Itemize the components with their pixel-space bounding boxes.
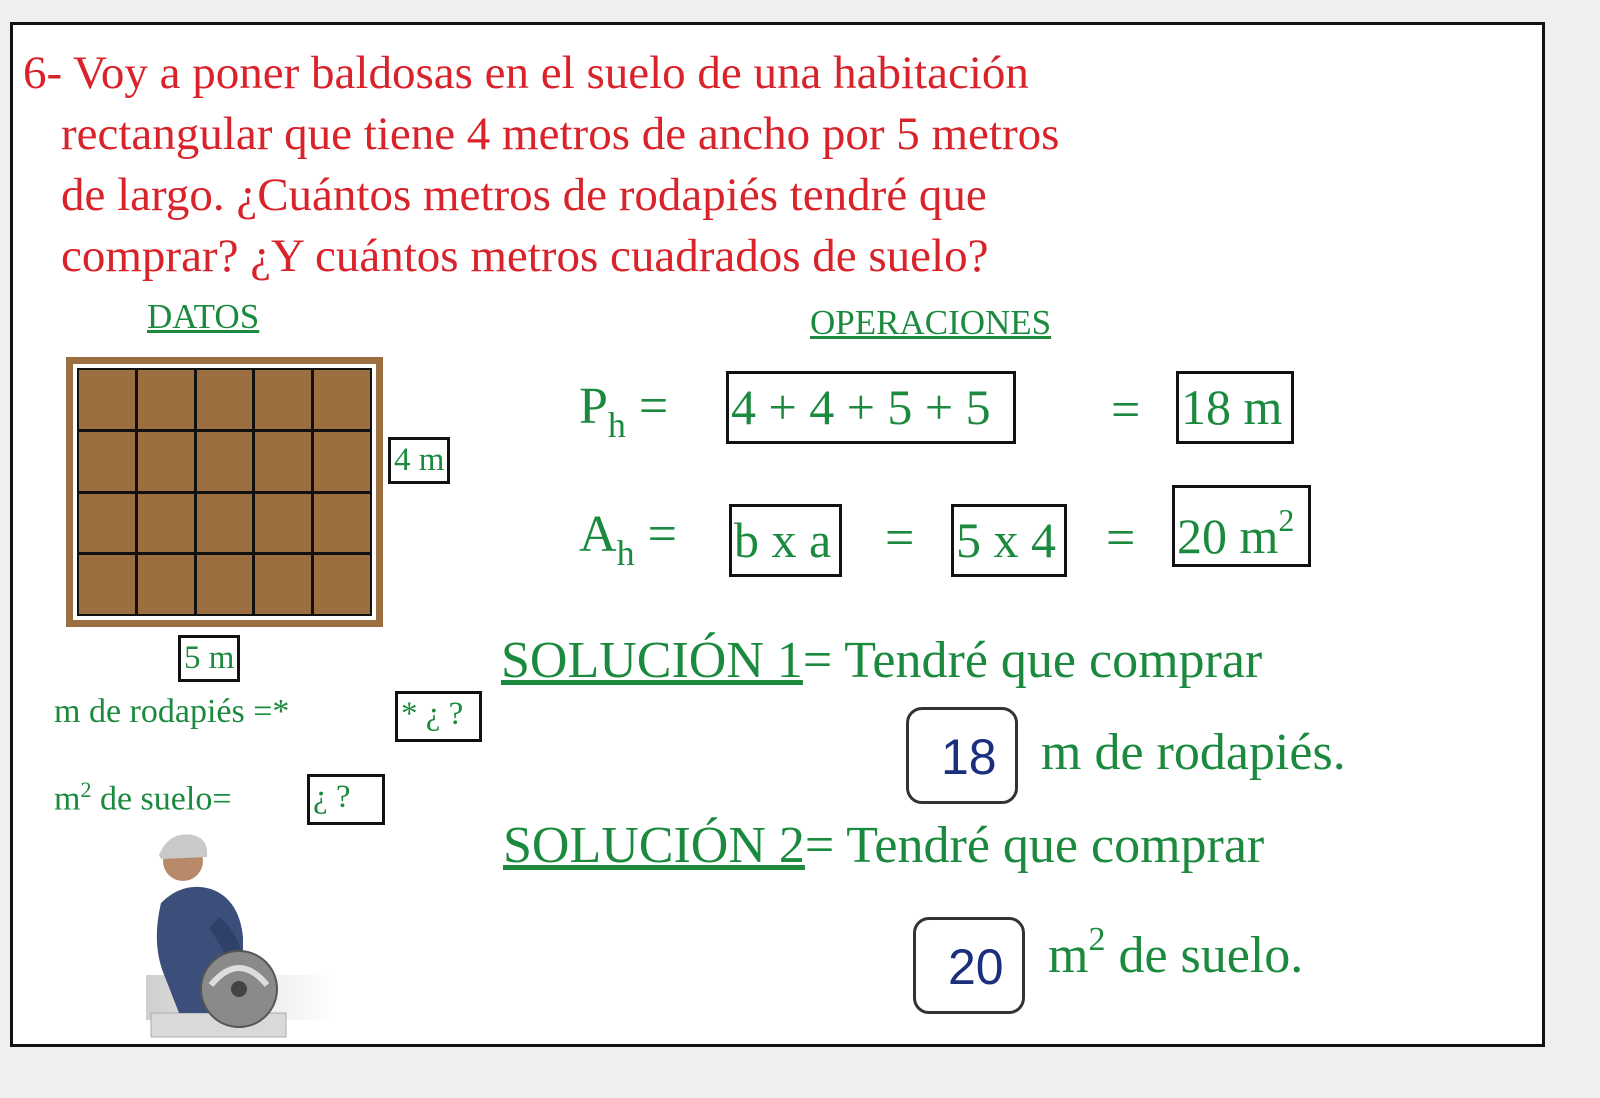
saw-hub [231, 981, 247, 997]
problem-statement [23, 43, 1059, 287]
solution-1-title: SOLUCIÓN 1 [501, 632, 803, 689]
floor-tile [197, 432, 253, 491]
room-border [73, 364, 376, 620]
floor-tile [79, 494, 135, 553]
floor-tile [79, 555, 135, 614]
area-formula-box: b x a [729, 504, 842, 577]
suelo-label [54, 777, 232, 818]
floor-tile [138, 432, 194, 491]
area-equals: = [647, 506, 677, 563]
problem-line-2: rectangular que tiene 4 metros de ancho por 5 metros [61, 108, 1060, 160]
floor-tile [314, 555, 370, 614]
floor-tile [197, 555, 253, 614]
solution-2-heading [503, 817, 1265, 874]
suelo-box: ¿ ? [307, 774, 385, 825]
floor-tile [79, 432, 135, 491]
floor-tile [79, 370, 135, 429]
solution-2-answer-box[interactable]: 20 [913, 917, 1025, 1014]
rodapies-box: * ¿ ? [395, 691, 482, 742]
area-result-exponent: 2 [1278, 502, 1295, 538]
floor-tile [314, 494, 370, 553]
solution-1-answer-box[interactable]: 18 [906, 707, 1018, 804]
width-label: 4 m [388, 437, 450, 484]
floor-tile [197, 370, 253, 429]
perimeter-letter: P [579, 378, 608, 435]
solution-2-unit: m [1048, 927, 1089, 984]
floor-tile [314, 432, 370, 491]
area-letter: A [579, 506, 617, 563]
worker-helmet [159, 834, 207, 859]
area-subscript: h [616, 533, 635, 573]
solution-2-title: SOLUCIÓN 2 [503, 817, 805, 874]
area-equals-3: = [1106, 510, 1136, 567]
problem-line-3: de largo. ¿Cuántos metros de rodapiés tendré que [61, 169, 987, 221]
datos-heading: DATOS [147, 297, 260, 336]
floor-tile [138, 370, 194, 429]
floor-tile [255, 370, 311, 429]
floor-tile [138, 494, 194, 553]
solution-2-text: = Tendré que comprar [804, 817, 1265, 874]
suelo-label-unit: m [54, 780, 81, 818]
perimeter-result-box: 18 m [1176, 371, 1294, 444]
problem-line-1: 6- Voy a poner baldosas en el suelo de una habitación [23, 47, 1029, 99]
solution-2-text-end: de suelo. [1105, 927, 1304, 984]
slide [10, 22, 1545, 1047]
perimeter-equals-2: = [1111, 382, 1141, 439]
length-label: 5 m [178, 635, 240, 682]
area-equals-2: = [885, 510, 915, 567]
perimeter-expression-box: 4 + 4 + 5 + 5 [726, 371, 1016, 444]
area-result-unit: 20 m [1177, 508, 1279, 564]
area-result-box [1172, 485, 1311, 567]
problem-line-4: comprar? ¿Y cuántos metros cuadrados de suelo? [61, 230, 989, 282]
solution-1-text: = Tendré que comprar [802, 632, 1263, 689]
floor-tile [138, 555, 194, 614]
solution-2-after-text [1048, 923, 1303, 982]
operaciones-heading: OPERACIONES [810, 303, 1052, 342]
tile-cutter-worker-icon [121, 825, 336, 1040]
floor-tile [314, 370, 370, 429]
tile-grid [77, 368, 372, 616]
area-symbol [579, 506, 677, 573]
perimeter-equals: = [638, 378, 669, 435]
solution-1-after-text: m de rodapiés. [1041, 724, 1346, 781]
suelo-label-exponent: 2 [80, 777, 92, 802]
suelo-label-text: de suelo= [91, 780, 232, 818]
floor-tile [255, 432, 311, 491]
area-substitution-box: 5 x 4 [951, 504, 1067, 577]
room-diagram [66, 357, 383, 627]
solution-2-exponent: 2 [1088, 921, 1106, 958]
rodapies-label: m de rodapiés =* [54, 693, 290, 730]
floor-tile [197, 494, 253, 553]
perimeter-subscript: h [607, 405, 626, 445]
floor-tile [255, 555, 311, 614]
perimeter-symbol [579, 378, 669, 445]
solution-1-heading [501, 632, 1263, 689]
floor-tile [255, 494, 311, 553]
